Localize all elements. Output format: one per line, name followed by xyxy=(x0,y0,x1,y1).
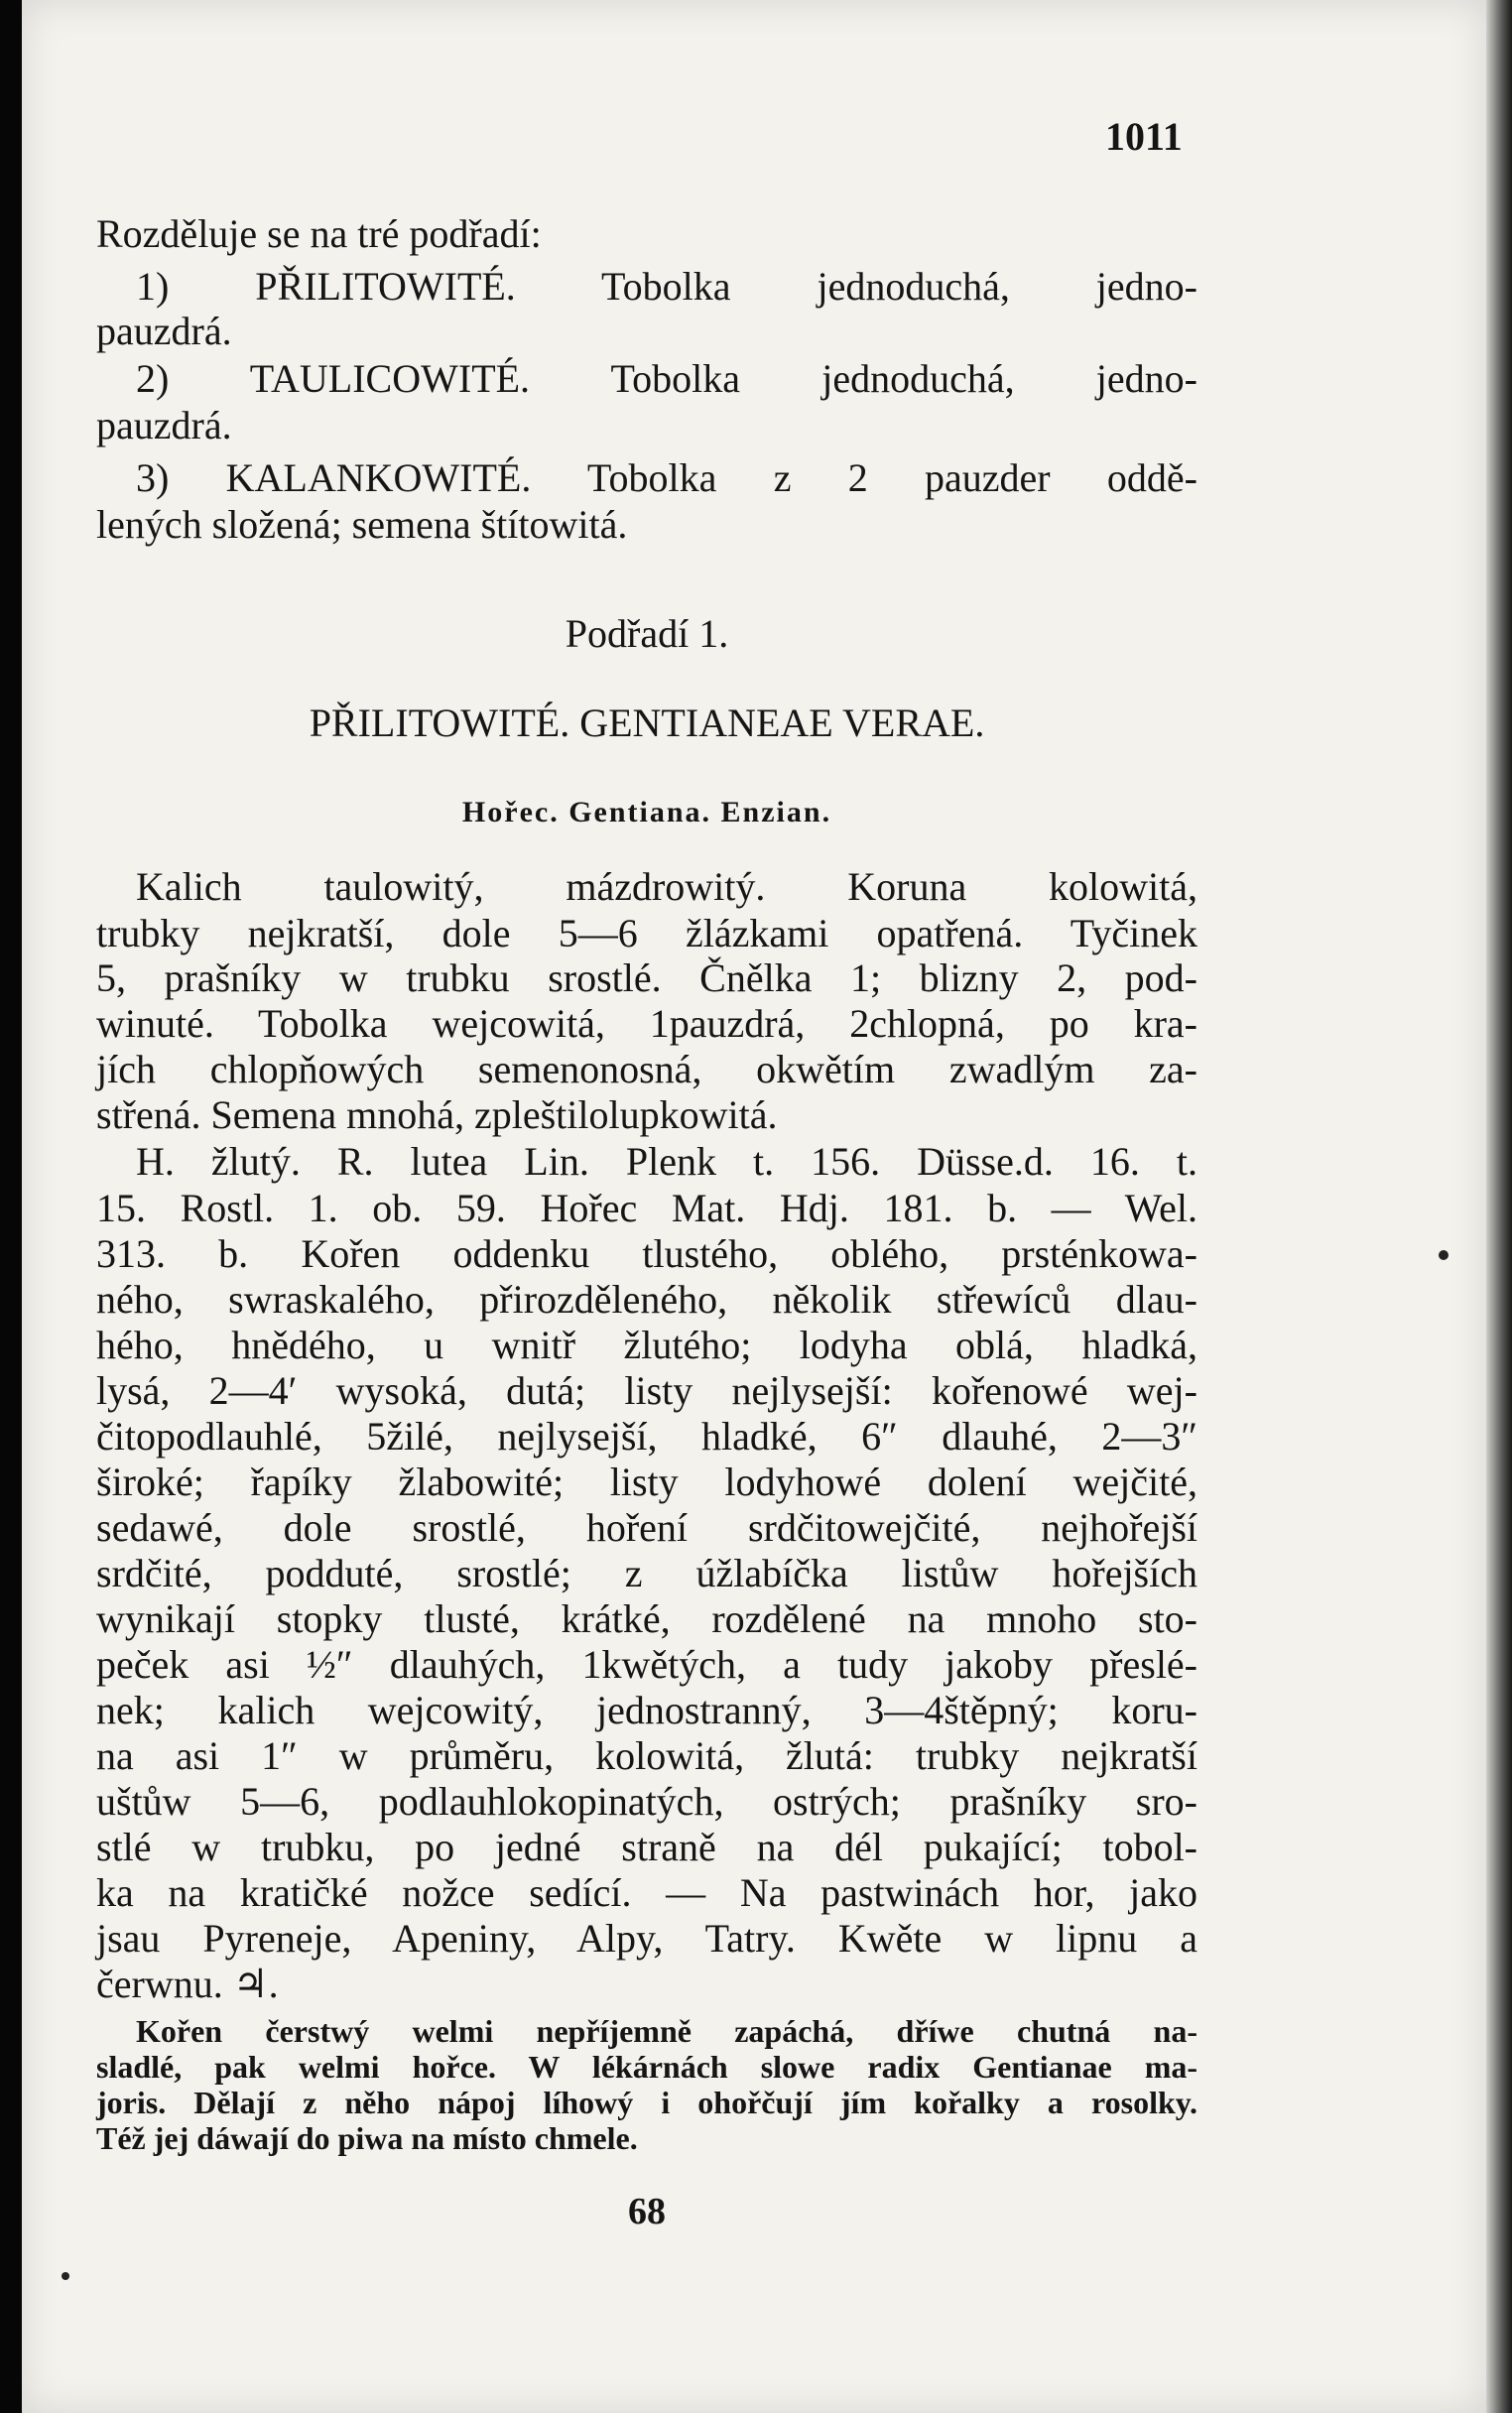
text-line: jsau Pyreneje, Apeniny, Alpy, Tatry. Kwěte w lipnu a xyxy=(96,1916,1197,1961)
item-3: 3) KALANKOWITÉ. Tobolka z 2 pauzder oddě- xyxy=(136,455,1197,500)
text-line: lysá, 2—4′ wysoká, dutá; listy nejlysejší: kořenowé wej- xyxy=(96,1368,1197,1413)
text-line: winuté. Tobolka wejcowitá, 1pauzdrá, 2chlopná, po kra- xyxy=(96,1001,1197,1046)
heading-division: Rozděluje se na tré podřadí: xyxy=(96,211,542,256)
subdivision-heading: Podřadí 1. xyxy=(565,611,729,656)
text-line: uštůw 5—6, podlauhlokopinatých, ostrých; prašníky sro- xyxy=(96,1779,1197,1824)
text-line: ného, swraskalého, přirozděleného, několik střewíců dlau- xyxy=(96,1277,1197,1322)
page-edge-shadow xyxy=(1486,0,1512,2413)
species-line: H. žlutý. R. lutea Lin. Plenk t. 156. Düsse.d. 16. t. xyxy=(136,1139,1197,1184)
text-line: 5, prašníky w trubku srostlé. Čnělka 1; blizny 2, pod- xyxy=(96,955,1197,1000)
signature-mark: 68 xyxy=(628,2191,666,2232)
text-line: Kalich taulowitý, mázdrowitý. Koruna kolowitá, xyxy=(136,864,1197,909)
item-2: 2) TAULICOWITÉ. Tobolka jednoduchá, jedno- xyxy=(136,356,1197,401)
family-heading: PŘILITOWITÉ. GENTIANEAE VERAE. xyxy=(309,700,985,745)
item-1: 1) PŘILITOWITÉ. Tobolka jednoduchá, jedno- xyxy=(136,264,1197,309)
text-line: střená. Semena mnohá, zpleštilolupkowitá. xyxy=(96,1092,778,1137)
ink-speck xyxy=(62,2272,69,2280)
text-line: peček asi ½″ dlauhých, 1kwětých, a tudy jakoby přeslé- xyxy=(96,1642,1197,1687)
text-line: na asi 1″ w průměru, kolowitá, žlutá: trubky nejkratší xyxy=(96,1733,1197,1778)
note-line: Též jej dáwají do piwa na místo chmele. xyxy=(96,2120,638,2156)
page-number: 1011 xyxy=(1105,114,1183,159)
note-line: joris. Dělají z něho nápoj líhowý i ohořčují jím kořalky a rosolky. xyxy=(96,2085,1197,2120)
text-line: srdčité, podduté, srostlé; z úžlabíčka listůw hořejších xyxy=(96,1551,1197,1595)
text-line: wynikají stopky tlusté, krátké, rozdělené na mnoho sto- xyxy=(96,1596,1197,1641)
text-line: 313. b. Kořen oddenku tlustého, oblého, prsténkowa- xyxy=(96,1231,1197,1276)
text-line: 15. Rostl. 1. ob. 59. Hořec Mat. Hdj. 181. b. — Wel. xyxy=(96,1186,1197,1230)
text-line: nek; kalich wejcowitý, jednostranný, 3—4štěpný; koru- xyxy=(96,1688,1197,1732)
text-line: čerwnu. ♃. xyxy=(96,1962,279,2006)
text-line: ka na kratičké nožce sedící. — Na pastwinách hor, jako xyxy=(96,1870,1197,1915)
genus-heading: Hořec. Gentiana. Enzian. xyxy=(461,796,832,828)
item-1-cont: pauzdrá. xyxy=(96,309,232,353)
book-page xyxy=(22,0,1486,2413)
text-line: široké; řapíky žlabowité; listy lodyhowé dolení wejčité, xyxy=(96,1460,1197,1504)
text-line: trubky nejkratší, dole 5—6 žlázkami opatřená. Tyčinek xyxy=(96,911,1197,955)
ink-speck xyxy=(1439,1250,1449,1260)
note-line: sladlé, pak welmi hořce. W lékárnách slowe radix Gentianae ma- xyxy=(96,2049,1197,2085)
text-line: sedawé, dole srostlé, hoření srdčitowejčité, nejhořejší xyxy=(96,1505,1197,1550)
note-line: Kořen čerstwý welmi nepříjemně zapáchá, dříwe chutná na- xyxy=(136,2013,1197,2049)
text-line: čitopodlauhlé, 5žilé, nejlysejší, hladké, 6″ dlauhé, 2—3″ xyxy=(96,1414,1197,1459)
text-line: hého, hnědého, u wnitř žlutého; lodyha oblá, hladká, xyxy=(96,1323,1197,1367)
text-line: jích chlopňowých semenonosná, okwětím zwadlým za- xyxy=(96,1047,1197,1091)
item-3-cont: lených složená; semena štítowitá. xyxy=(96,502,628,547)
text-line: stlé w trubku, po jedné straně na dél pukající; tobol- xyxy=(96,1825,1197,1869)
item-2-cont: pauzdrá. xyxy=(96,403,232,447)
